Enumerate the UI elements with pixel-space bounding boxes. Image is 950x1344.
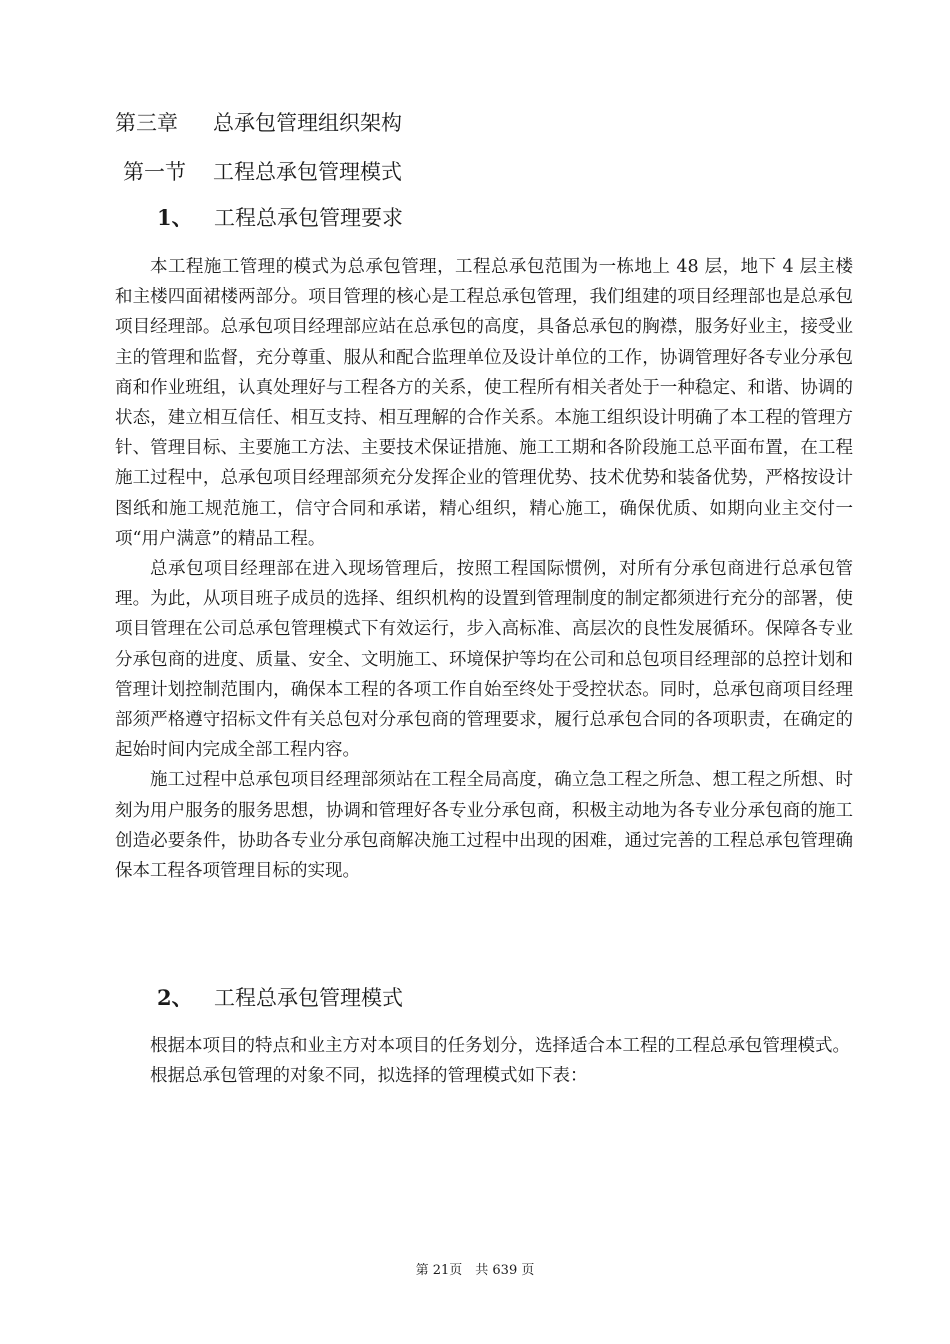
section-title: 工程总承包管理模式 (213, 160, 402, 184)
item-title: 工程总承包管理要求 (214, 206, 403, 230)
item-1-body (115, 252, 853, 886)
item-heading-2 (157, 984, 403, 1012)
chapter-number: 第三章 (115, 111, 178, 135)
item-2-body (115, 1031, 853, 1091)
section-heading (123, 158, 402, 186)
paragraph: 施工过程中总承包项目经理部须站在工程全局高度，确立急工程之所急、想工程之所想、时刻为用户服务的服务思想，协调和管理好各专业分承包商，积极主动地为各专业分承包商的施工创造必要条件，协助各专业分承包商解决施工过程中出现的困难，通过完善的工程总承包管理确保本工程各项管理目标的实现。 (115, 770, 853, 882)
paragraph: 根据总承包管理的对象不同，拟选择的管理模式如下表： (150, 1066, 588, 1087)
chapter-title: 总承包管理组织架构 (213, 111, 402, 135)
item-title: 工程总承包管理模式 (214, 986, 403, 1010)
paragraph: 根据本项目的特点和业主方对本项目的任务划分，选择适合本工程的工程总承包管理模式。 (150, 1036, 850, 1056)
item-heading-1 (157, 204, 403, 232)
item-number: 2、 (157, 985, 193, 1010)
paragraph: 总承包项目经理部在进入现场管理后，按照工程国际惯例，对所有分承包商进行总承包管理。为此，从项目班子成员的选择、组织机构的设置到管理制度的制定都须进行充分的部署，使项目管理在公司总承包管理模式下有效运行，步入高标准、高层次的良性发展循环。保障各专业分承包商的进度、质量、安全、文明施工、环境保护等均在公司和总包项目经理部的总控计划和管理计划控制范围内，确保本工程的各项工作自始至终处于受控状态。同时，总承包商项目经理部须严格遵守招标文件有关总包对分承包商的管理要求，履行总承包合同的各项职责，在确定的起始时间内完成全部工程内容。 (115, 559, 853, 761)
chapter-heading (115, 109, 402, 137)
page-footer: 第 21页 共 639 页 (415, 1263, 535, 1278)
paragraph: 本工程施工管理的模式为总承包管理，工程总承包范围为一栋地上 48 层，地下 4 层主楼和主楼四面裙楼两部分。项目管理的核心是工程总承包管理，我们组建的项目经理部也是总承包项目经理部。总承包项目经理部应站在总承包的高度，具备总承包的胸襟，服务好业主，接受业主的管理和监督，充分尊重、服从和配合监理单位及设计单位的工作，协调管理好各专业分承包商和作业班组，认真处理好与工程各方的关系，使工程所有相关者处于一种稳定、和谐、协调的状态，建立相互信任、相互支持、相互理解的合作关系。本施工组织设计明确了本工程的管理方针、管理目标、主要施工方法、主要技术保证措施、施工工期和各阶段施工总平面布置，在工程施工过程中，总承包项目经理部须充分发挥企业的管理优势、技术优势和装备优势，严格按设计图纸和施工规范施工，信守合同和承诺，精心组织，精心施工，确保优质、如期向业主交付一项“用户满意”的精品工程。 (115, 257, 853, 549)
item-number: 1、 (157, 205, 193, 230)
section-number: 第一节 (123, 160, 186, 184)
